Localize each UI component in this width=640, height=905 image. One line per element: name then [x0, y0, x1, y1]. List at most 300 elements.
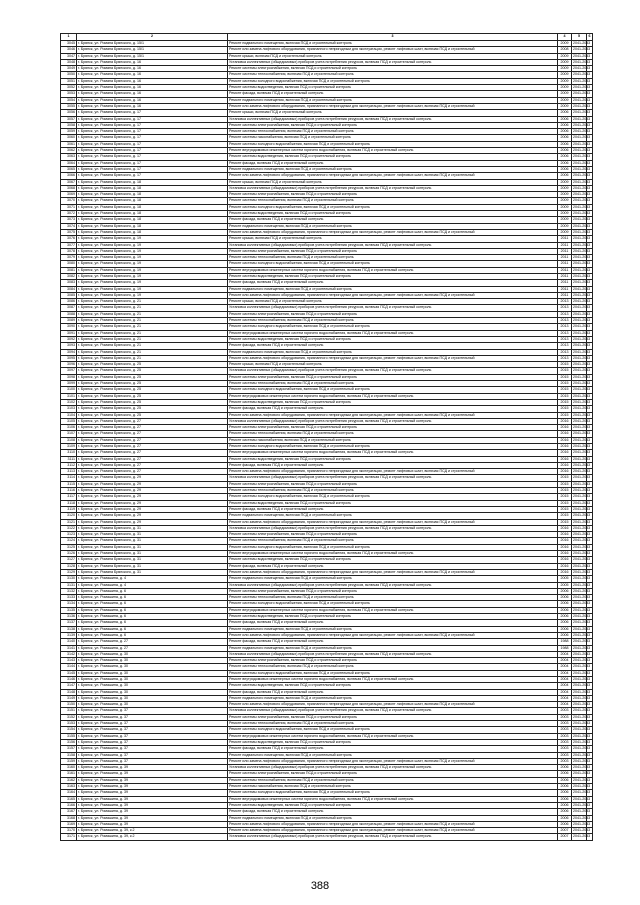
period-cell: 2041-2043: [573, 236, 591, 241]
row-number-cell: 3148: [61, 689, 77, 695]
period-cell: 2041-2043: [573, 752, 591, 757]
period-cell: 2041-2043: [573, 311, 591, 316]
address-cell: г. Брянск, ул. Романа Брянского, д. 17: [77, 116, 228, 122]
address-cell: г. Брянск, ул. Романа Брянского, д. 31: [77, 538, 228, 544]
row-number-cell: 3106: [61, 425, 77, 431]
period-cell: 2041-2043: [573, 229, 591, 234]
year-cell: 2006: [558, 620, 572, 626]
work-type-cell: Ремонт системы водоотведения, включая ПСД и строительный контроль: [228, 399, 558, 405]
year-cell: 2015: [558, 406, 572, 412]
work-type-cell: Ремонт фасада, включая ПСД и строительный контроль: [228, 280, 558, 286]
work-type-cell: Ремонт системы теплоснабжения, включая ПСД и строительный контроль: [228, 664, 558, 670]
address-cell: г. Брянск, ул. Романа Брянского, д. 19: [77, 286, 228, 292]
year-cell: 2004: [558, 658, 572, 664]
address-cell: г. Брянск, ул. Романа Брянского, д. 17: [77, 166, 228, 172]
row-number-cell: 3112: [61, 462, 77, 468]
address-cell: г. Брянск, ул. Ромашина, д. 30: [77, 689, 228, 695]
year-cell: 2011: [558, 267, 572, 273]
year-cell: 2006: [558, 802, 572, 808]
work-type-cell: Ремонт системы холодного водоснабжения, включая ПСД и строительный контроль: [228, 494, 558, 500]
period-cell: 2041-2043: [573, 739, 591, 744]
address-cell: г. Брянск, ул. Романа Брянского, д. 16: [77, 91, 228, 97]
period-cell: 2041-2043: [573, 494, 591, 499]
period-cell: 2041-2043: [573, 280, 591, 285]
row-number-cell: 3045: [61, 41, 77, 47]
address-cell: г. Брянск, ул. Ромашина, д. 6: [77, 632, 228, 638]
work-type-cell: Установка коллективных (общедомовых) приборов учета потребления ресурсов, включая ПСД и строительный контроль: [228, 708, 558, 714]
row-number-cell: 3142: [61, 651, 77, 657]
row-number-cell: 3125: [61, 544, 77, 550]
address-cell: г. Брянск, ул. Романа Брянского, д. 27: [77, 418, 228, 424]
work-type-cell: Установка коллективных (общедомовых) приборов учета потребления ресурсов, включая ПСД и строительный контроль: [228, 242, 558, 248]
year-cell: 2015: [558, 362, 572, 368]
address-cell: г. Брянск, ул. Романа Брянского, д. 21: [77, 311, 228, 317]
year-cell: 2003: [558, 746, 572, 752]
address-cell: г. Брянск, ул. Ромашина, д. 37: [77, 739, 228, 745]
period-cell: 2041-2043: [573, 834, 591, 839]
work-type-cell: Ремонт крыши, включая ПСД и строительный контроль: [228, 362, 558, 368]
period-cell: 2041-2043: [573, 255, 591, 260]
address-cell: г. Брянск, ул. Ромашина, д. 37: [77, 758, 228, 764]
work-type-cell: Ремонт системы электроснабжения, включая ПСД и строительный контроль: [228, 192, 558, 198]
period-cell: 2041-2043: [573, 336, 591, 341]
period-cell: 2041-2043: [573, 513, 591, 518]
row-number-cell: 3126: [61, 551, 77, 557]
row-number-cell: 3105: [61, 418, 77, 424]
year-cell: 2015: [558, 475, 572, 481]
row-number-cell: 3067: [61, 179, 77, 185]
year-cell: 2016: [558, 563, 572, 569]
period-cell: 2041-2043: [573, 790, 591, 795]
address-cell: г. Брянск, ул. Ромашина, д. 39: [77, 821, 228, 827]
period-cell: 2041-2043: [573, 444, 591, 448]
work-type-cell: Ремонт или замена лифтового оборудования, признанного непригодным для эксплуатации, ремонт лифтовых шахт, включая ПСД и строительный: [228, 292, 558, 298]
period-cell: 2041-2043: [573, 777, 591, 782]
period-cell: 2041-2043: [573, 393, 591, 398]
work-type-cell: Ремонт системы водоотведения, включая ПСД и строительный контроль: [228, 557, 558, 563]
year-cell: 2011: [558, 248, 572, 254]
period-cell: 2041-2043: [573, 292, 591, 297]
period-cell: 2041-2043: [573, 601, 591, 606]
year-cell: 2006: [558, 790, 572, 796]
work-type-cell: Ремонт подвального помещения, включая ПСД и строительный контроль: [228, 349, 558, 355]
work-type-cell: Ремонт или замена лифтового оборудования, признанного непригодным для эксплуатации, ремонт лифтовых шахт, включая ПСД и строительный: [228, 828, 558, 834]
year-cell: 2009: [558, 192, 572, 198]
work-type-cell: Ремонт системы газоснабжения, включая ПСД и строительный контроль: [228, 135, 558, 141]
period-cell: 2041-2043: [573, 695, 591, 700]
period-cell: 2041-2043: [573, 173, 591, 178]
period-cell: 2041-2043: [573, 141, 591, 146]
row-number-cell: 3092: [61, 336, 77, 342]
address-cell: г. Брянск, ул. Романа Брянского, д. 18: [77, 192, 228, 198]
row-number-cell: 3150: [61, 702, 77, 708]
address-cell: г. Брянск, ул. Романа Брянского, д. 17: [77, 154, 228, 160]
period-cell: 2041-2043: [573, 116, 591, 121]
work-type-cell: Ремонт или замена лифтового оборудования, признанного непригодным для эксплуатации, ремонт лифтовых шахт, включая ПСД и строительный: [228, 173, 558, 179]
year-cell: 2013: [558, 330, 572, 336]
year-cell: 2006: [558, 588, 572, 594]
row-number-cell: 3116: [61, 488, 77, 494]
work-type-cell: Установка коллективных (общедомовых) приборов учета потребления ресурсов, включая ПСД и строительный контроль: [228, 305, 558, 311]
address-cell: г. Брянск, ул. Романа Брянского, д. 18: [77, 229, 228, 235]
row-number-cell: 3081: [61, 267, 77, 273]
address-cell: г. Брянск, ул. Романа Брянского, д. 29: [77, 494, 228, 500]
address-cell: г. Брянск, ул. Ромашина, д. 39: [77, 815, 228, 821]
period-cell: 2041-2043: [573, 41, 591, 45]
period-cell: 2041-2043: [573, 437, 591, 442]
year-cell: 2009: [558, 53, 572, 59]
year-cell: 2009: [558, 41, 572, 47]
period-cell: 2041-2043: [573, 211, 591, 216]
work-type-cell: Ремонт системы водоотведения, включая ПСД и строительный контроль: [228, 211, 558, 217]
year-cell: 2013: [558, 299, 572, 305]
period-cell: 2041-2043: [573, 632, 591, 637]
work-type-cell: Ремонт системы водоотведения, включая ПСД и строительный контроль: [228, 85, 558, 91]
period-cell: 2041-2043: [573, 551, 591, 556]
row-number-cell: 3069: [61, 192, 77, 198]
period-cell: 2041-2043: [573, 456, 591, 461]
row-number-cell: 3074: [61, 223, 77, 229]
period-cell: 2041-2043: [573, 620, 591, 625]
address-cell: г. Брянск, ул. Романа Брянского, д. 25: [77, 387, 228, 393]
row-number-cell: 3093: [61, 343, 77, 349]
row-number-cell: 3141: [61, 645, 77, 651]
work-type-cell: Ремонт системы холодного водоснабжения, включая ПСД и строительный контроль: [228, 261, 558, 267]
year-cell: 2015: [558, 393, 572, 399]
row-number-cell: 3153: [61, 721, 77, 727]
year-cell: 2015: [558, 399, 572, 405]
address-cell: г. Брянск, ул. Романа Брянского, д. 17: [77, 148, 228, 154]
year-cell: 2016: [558, 532, 572, 538]
address-cell: г. Брянск, ул. Романа Брянского, д. 25: [77, 374, 228, 380]
year-cell: 2016: [558, 469, 572, 475]
period-cell: 2041-2043: [573, 217, 591, 222]
work-type-cell: Ремонт системы электроснабжения, включая ПСД и строительный контроль: [228, 248, 558, 254]
work-type-cell: Ремонт внутридомовых инженерных систем горячего водоснабжения, включая ПСД и строительный контроль: [228, 330, 558, 336]
address-cell: г. Брянск, ул. Романа Брянского, д. 25: [77, 406, 228, 412]
period-cell: 2041-2043: [573, 242, 591, 247]
address-cell: г. Брянск, ул. Романа Брянского, д. 18: [77, 211, 228, 217]
work-type-cell: Ремонт системы водоотведения, включая ПСД и строительный контроль: [228, 336, 558, 342]
year-cell: 2006: [558, 815, 572, 821]
period-cell: 2041-2043: [573, 450, 591, 455]
work-type-cell: Установка коллективных (общедомовых) приборов учета потребления ресурсов, включая ПСД и строительный контроль: [228, 418, 558, 424]
year-cell: 2011: [558, 286, 572, 292]
year-cell: 2013: [558, 305, 572, 311]
address-cell: г. Брянск, ул. Ромашина, д. 30: [77, 695, 228, 701]
period-cell: 2041-2043: [573, 103, 591, 108]
work-type-cell: Ремонт подвального помещения, включая ПСД и строительный контроль: [228, 223, 558, 229]
year-cell: 2015: [558, 374, 572, 380]
year-cell: 2016: [558, 544, 572, 550]
address-cell: г. Брянск, ул. Романа Брянского, д. 19: [77, 261, 228, 267]
period-cell: 2041-2043: [573, 488, 591, 493]
header-col-5: 5: [572, 34, 587, 41]
work-type-cell: Установка коллективных (общедомовых) приборов учета потребления ресурсов, включая ПСД и строительный контроль: [228, 185, 558, 191]
year-cell: 2006: [558, 160, 572, 166]
year-cell: 2011: [558, 292, 572, 298]
period-cell: 2041-2043: [573, 368, 591, 373]
address-cell: г. Брянск, ул. Романа Брянского, д. 15/1: [77, 41, 228, 47]
address-cell: г. Брянск, ул. Ромашина, д. 30: [77, 683, 228, 689]
period-cell: 2041-2043: [573, 670, 591, 675]
row-number-cell: 3137: [61, 620, 77, 626]
year-cell: 2004: [558, 702, 572, 708]
work-type-cell: Ремонт или замена лифтового оборудования, признанного непригодным для эксплуатации, ремонт лифтовых шахт, включая ПСД и строительный: [228, 702, 558, 708]
row-number-cell: 3077: [61, 242, 77, 248]
row-number-cell: 3055: [61, 103, 77, 109]
address-cell: г. Брянск, ул. Ромашина, д. 37: [77, 708, 228, 714]
work-type-cell: Ремонт фасада, включая ПСД и строительный контроль: [228, 689, 558, 695]
work-type-cell: Ремонт системы теплоснабжения, включая ПСД и строительный контроль: [228, 488, 558, 494]
work-type-cell: Ремонт системы электроснабжения, включая ПСД и строительный контроль: [228, 714, 558, 720]
address-cell: г. Брянск, ул. Ромашина, д. 30: [77, 651, 228, 657]
work-type-cell: Ремонт или замена лифтового оборудования, признанного непригодным для эксплуатации, ремонт лифтовых шахт, включая ПСД и строительный: [228, 469, 558, 475]
address-cell: г. Брянск, ул. Романа Брянского, д. 19: [77, 280, 228, 286]
row-number-cell: 3120: [61, 513, 77, 519]
work-type-cell: Ремонт фасада, включая ПСД и строительный контроль: [228, 462, 558, 468]
year-cell: 2009: [558, 85, 572, 91]
work-type-cell: Ремонт системы холодного водоснабжения, включая ПСД и строительный контроль: [228, 204, 558, 210]
period-cell: 2041-2043: [573, 135, 591, 140]
row-number-cell: 3052: [61, 85, 77, 91]
work-type-cell: Установка коллективных (общедомовых) приборов учета потребления ресурсов, включая ПСД и строительный контроль: [228, 368, 558, 374]
address-cell: г. Брянск, ул. Романа Брянского, д. 17: [77, 110, 228, 116]
row-number-cell: 3155: [61, 733, 77, 739]
work-type-cell: Ремонт системы электроснабжения, включая ПСД и строительный контроль: [228, 374, 558, 380]
row-number-cell: 3080: [61, 261, 77, 267]
row-number-cell: 3127: [61, 557, 77, 563]
period-cell: 2041-2043: [573, 765, 591, 770]
address-cell: г. Брянск, ул. Романа Брянского, д. 16: [77, 78, 228, 84]
row-number-cell: 3079: [61, 255, 77, 261]
period-cell: 2041-2043: [573, 758, 591, 763]
row-number-cell: 3122: [61, 525, 77, 531]
row-number-cell: 3124: [61, 538, 77, 544]
address-cell: г. Брянск, ул. Ромашина, д. 6: [77, 626, 228, 632]
address-cell: г. Брянск, ул. Ромашина, д. 39: [77, 809, 228, 815]
period-cell: 2041-2043: [573, 614, 591, 619]
address-cell: г. Брянск, ул. Ромашина, д. 39: [77, 802, 228, 808]
work-type-cell: Установка коллективных (общедомовых) приборов учета потребления ресурсов, включая ПСД и строительный контроль: [228, 116, 558, 122]
row-number-cell: 3051: [61, 78, 77, 84]
address-cell: г. Брянск, ул. Романа Брянского, д. 29: [77, 506, 228, 512]
address-cell: г. Брянск, ул. Ромашина, д. 6: [77, 595, 228, 601]
work-type-cell: Ремонт системы электроснабжения, включая ПСД и строительный контроль: [228, 311, 558, 317]
row-number-cell: 3109: [61, 444, 77, 450]
row-number-cell: 3108: [61, 437, 77, 443]
period-cell: 2041-2043: [573, 462, 591, 467]
address-cell: г. Брянск, ул. Романа Брянского, д. 31: [77, 569, 228, 575]
year-cell: 2009: [558, 72, 572, 78]
address-cell: г. Брянск, ул. Ромашина, д. 39, к.2: [77, 828, 228, 834]
work-type-cell: Ремонт фасада, включая ПСД и строительный контроль: [228, 91, 558, 97]
address-cell: г. Брянск, ул. Романа Брянского, д. 27: [77, 444, 228, 450]
work-type-cell: Ремонт фасада, включая ПСД и строительный контроль: [228, 809, 558, 815]
period-cell: 2041-2043: [573, 374, 591, 379]
row-number-cell: 3168: [61, 815, 77, 821]
row-number-cell: 3161: [61, 771, 77, 777]
row-number-cell: 3132: [61, 588, 77, 594]
work-type-cell: Ремонт системы холодного водоснабжения, включая ПСД и строительный контроль: [228, 601, 558, 607]
year-cell: 2005: [558, 576, 572, 582]
period-cell: 2041-2043: [573, 714, 591, 719]
period-cell: 2041-2043: [573, 59, 591, 64]
row-number-cell: 3111: [61, 456, 77, 462]
row-number-cell: 3049: [61, 66, 77, 72]
page-number: 388: [310, 880, 330, 892]
year-cell: 2003: [558, 733, 572, 739]
year-cell: 2016: [558, 431, 572, 437]
year-cell: 2006: [558, 141, 572, 147]
address-cell: г. Брянск, ул. Романа Брянского, д. 16: [77, 59, 228, 65]
period-cell: 2041-2043: [573, 828, 591, 833]
row-number-cell: 3118: [61, 500, 77, 506]
work-type-cell: Ремонт подвального помещения, включая ПСД и строительный контроль: [228, 752, 558, 758]
year-cell: 2008: [558, 47, 572, 53]
row-number-cell: 3087: [61, 305, 77, 311]
header-col-1: 1: [61, 34, 77, 41]
row-number-cell: 3123: [61, 532, 77, 538]
year-cell: 2015: [558, 412, 572, 418]
address-cell: г. Брянск, ул. Ромашина, д. 30: [77, 702, 228, 708]
row-number-cell: 3060: [61, 135, 77, 141]
year-cell: 2015: [558, 506, 572, 512]
address-cell: г. Брянск, ул. Романа Брянского, д. 21: [77, 343, 228, 349]
row-number-cell: 3100: [61, 387, 77, 393]
work-type-cell: Ремонт системы водоотведения, включая ПСД и строительный контроль: [228, 802, 558, 808]
year-cell: 2006: [558, 135, 572, 141]
year-cell: 2006: [558, 116, 572, 122]
row-number-cell: 3101: [61, 393, 77, 399]
row-number-cell: 3062: [61, 148, 77, 154]
period-cell: 2041-2043: [573, 689, 591, 694]
year-cell: 2003: [558, 752, 572, 758]
address-cell: г. Брянск, ул. Романа Брянского, д. 17: [77, 173, 228, 179]
year-cell: 2013: [558, 311, 572, 317]
period-cell: 2041-2043: [573, 318, 591, 323]
year-cell: 2011: [558, 242, 572, 248]
year-cell: 2015: [558, 368, 572, 374]
address-cell: г. Брянск, ул. Ромашина, д. 27: [77, 645, 228, 651]
year-cell: 2009: [558, 229, 572, 235]
year-cell: 2004: [558, 695, 572, 701]
year-cell: 2016: [558, 551, 572, 557]
period-cell: 2041-2043: [573, 97, 591, 102]
period-cell: 2041-2043: [573, 538, 591, 543]
period-cell: 2041-2043: [573, 122, 591, 127]
work-type-cell: Ремонт или замена лифтового оборудования, признанного непригодным для эксплуатации, ремонт лифтовых шахт, включая ПСД и строительный: [228, 47, 558, 53]
address-cell: г. Брянск, ул. Романа Брянского, д. 21: [77, 349, 228, 355]
address-cell: г. Брянск, ул. Романа Брянского, д. 27: [77, 431, 228, 437]
address-cell: г. Брянск, ул. Романа Брянского, д. 18: [77, 198, 228, 204]
row-number-cell: 3086: [61, 299, 77, 305]
period-cell: 2041-2043: [573, 78, 591, 83]
period-cell: 2041-2043: [573, 802, 591, 807]
period-cell: 2041-2043: [573, 607, 591, 612]
year-cell: 2016: [558, 456, 572, 462]
address-cell: г. Брянск, ул. Романа Брянского, д. 17: [77, 141, 228, 147]
row-number-cell: 3114: [61, 475, 77, 481]
year-cell: 2007: [558, 828, 572, 834]
address-cell: г. Брянск, ул. Романа Брянского, д. 27: [77, 462, 228, 468]
address-cell: г. Брянск, ул. Романа Брянского, д. 21: [77, 355, 228, 361]
period-cell: 2041-2043: [573, 431, 591, 436]
work-type-cell: Ремонт фасада, включая ПСД и строительный контроль: [228, 639, 558, 645]
address-cell: г. Брянск, ул. Ромашина, д. 6: [77, 614, 228, 620]
address-cell: г. Брянск, ул. Ромашина, д. 30: [77, 658, 228, 664]
period-cell: 2041-2043: [573, 651, 591, 656]
year-cell: 2003: [558, 758, 572, 764]
work-type-cell: Ремонт подвального помещения, включая ПСД и строительный контроль: [228, 97, 558, 103]
year-cell: 2015: [558, 519, 572, 525]
address-cell: г. Брянск, ул. Романа Брянского, д. 29: [77, 481, 228, 487]
year-cell: 1988: [558, 639, 572, 645]
address-cell: г. Брянск, ул. Ромашина, д. 39: [77, 777, 228, 783]
period-cell: 2041-2043: [573, 544, 591, 549]
work-type-cell: Ремонт подвального помещения, включая ПСД и строительный контроль: [228, 645, 558, 651]
work-type-cell: Ремонт системы холодного водоснабжения, включая ПСД и строительный контроль: [228, 387, 558, 393]
address-cell: г. Брянск, ул. Ромашина, д. 4: [77, 582, 228, 588]
address-cell: г. Брянск, ул. Романа Брянского, д. 19: [77, 255, 228, 261]
row-number-cell: 3166: [61, 802, 77, 808]
work-type-cell: Ремонт или замена лифтового оборудования, признанного непригодным для эксплуатации, ремонт лифтовых шахт, включая ПСД и строительный: [228, 821, 558, 827]
year-cell: 2016: [558, 538, 572, 544]
row-number-cell: 3088: [61, 311, 77, 317]
work-type-cell: Ремонт крыши, включая ПСД и строительный контроль: [228, 53, 558, 59]
work-type-cell: Ремонт или замена лифтового оборудования, признанного непригодным для эксплуатации, ремонт лифтовых шахт, включая ПСД и строительный: [228, 758, 558, 764]
address-cell: г. Брянск, ул. Романа Брянского, д. 16: [77, 97, 228, 103]
period-cell: 2041-2043: [573, 784, 591, 789]
period-cell: 2041-2043: [573, 248, 591, 253]
year-cell: 1988: [558, 645, 572, 651]
period-cell: 2041-2043: [573, 582, 591, 587]
work-type-cell: Ремонт системы водоотведения, включая ПСД и строительный контроль: [228, 739, 558, 745]
address-cell: г. Брянск, ул. Романа Брянского, д. 19: [77, 248, 228, 254]
address-cell: г. Брянск, ул. Романа Брянского, д. 21: [77, 324, 228, 330]
work-type-cell: Ремонт внутридомовых инженерных систем горячего водоснабжения, включая ПСД и строительный контроль: [228, 796, 558, 802]
year-cell: 2006: [558, 129, 572, 135]
address-cell: г. Брянск, ул. Романа Брянского, д. 25: [77, 368, 228, 374]
year-cell: 2011: [558, 280, 572, 286]
work-type-cell: Ремонт системы холодного водоснабжения, включая ПСД и строительный контроль: [228, 324, 558, 330]
row-number-cell: 3138: [61, 626, 77, 632]
table-body: [61, 41, 593, 841]
period-cell: 2041-2043: [573, 381, 591, 386]
address-cell: г. Брянск, ул. Ромашина, д. 30: [77, 664, 228, 670]
year-cell: 2006: [558, 122, 572, 128]
year-cell: 2009: [558, 204, 572, 210]
period-cell: 2041-2043: [573, 72, 591, 77]
year-cell: 2004: [558, 676, 572, 682]
work-type-cell: Ремонт системы теплоснабжения, включая ПСД и строительный контроль: [228, 255, 558, 261]
row-number-cell: 3110: [61, 450, 77, 456]
row-number-cell: 3103: [61, 406, 77, 412]
year-cell: 2016: [558, 569, 572, 575]
address-cell: г. Брянск, ул. Ромашина, д. 37: [77, 727, 228, 733]
work-type-cell: Ремонт или замена лифтового оборудования, признанного непригодным для эксплуатации, ремонт лифтовых шахт, включая ПСД и строительный: [228, 103, 558, 109]
address-cell: г. Брянск, ул. Ромашина, д. 30: [77, 676, 228, 682]
work-type-cell: Ремонт системы электроснабжения, включая ПСД и строительный контроль: [228, 771, 558, 777]
year-cell: 2006: [558, 607, 572, 613]
period-cell: 2041-2043: [573, 47, 591, 52]
row-number-cell: 3061: [61, 141, 77, 147]
period-cell: 2041-2043: [573, 500, 591, 505]
year-cell: 2006: [558, 632, 572, 638]
work-type-cell: Ремонт системы теплоснабжения, включая ПСД и строительный контроль: [228, 538, 558, 544]
row-number-cell: 3145: [61, 670, 77, 676]
year-cell: 2016: [558, 437, 572, 443]
